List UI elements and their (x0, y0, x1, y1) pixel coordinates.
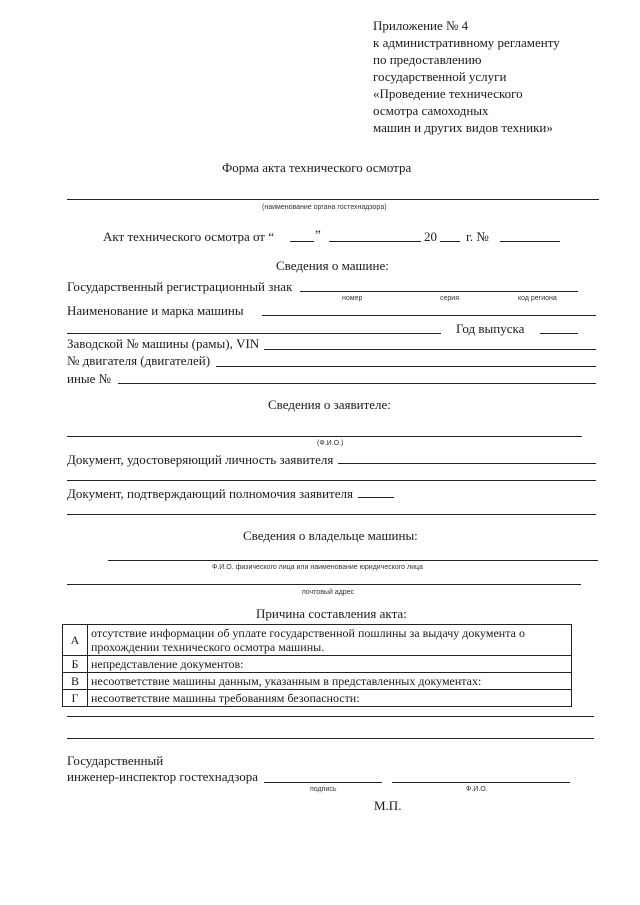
name-brand-label: Наименование и марка машины (67, 303, 244, 318)
reason-text-line: отсутствие информации об уплате государственной пошлины за выдачу документа о (91, 626, 525, 640)
owner-address-field[interactable] (67, 584, 581, 585)
act-year-field[interactable] (440, 241, 460, 242)
reg-number-caption: номер (342, 295, 363, 302)
reason-text-line: несоответствие машины данным, указанным в представленных документах: (91, 674, 482, 688)
reg-sign-field[interactable] (300, 291, 578, 292)
reg-sign-label: Государственный регистрационный знак (67, 279, 293, 294)
appendix-line: по предоставлению (373, 52, 482, 67)
reason-text (88, 656, 572, 673)
other-field[interactable] (118, 383, 596, 384)
applicant-heading: Сведения о заявителе: (268, 397, 391, 412)
act-line (103, 228, 274, 245)
applicant-fio-caption: (Ф.И.О.) (317, 440, 344, 447)
owner-name-field[interactable] (108, 560, 598, 561)
reason-detail-line[interactable] (67, 738, 594, 739)
inspector-title-2: инженер-инспектор гостехнадзора (67, 769, 259, 784)
signature-field[interactable] (264, 782, 382, 783)
owner-name-caption: Ф.И.О. физического лица или наименование юридического лица (212, 564, 423, 571)
reasons-table (62, 624, 572, 707)
form-title: Форма акта технического осмотра (222, 160, 412, 175)
vin-field[interactable] (264, 349, 596, 350)
act-year-suffix: г. № (466, 229, 489, 244)
reason-text (88, 690, 572, 707)
engine-label: № двигателя (двигателей) (67, 353, 211, 368)
id-doc-field[interactable] (338, 463, 596, 464)
act-year-prefix: 20 (424, 229, 437, 244)
reason-letter: Б (63, 656, 88, 673)
appendix-block (373, 17, 560, 136)
name-brand-field[interactable] (262, 315, 596, 316)
appendix-line: к административному регламенту (373, 35, 560, 50)
reasons-heading: Причина составления акта: (256, 606, 407, 621)
year-field[interactable] (540, 333, 578, 334)
appendix-line: «Проведение технического (373, 86, 523, 101)
name-brand-field-2[interactable] (67, 333, 441, 334)
applicant-fio-field[interactable] (67, 436, 582, 437)
reason-text-line: непредставление документов: (91, 657, 244, 671)
id-doc-label: Документ, удостоверяющий личность заявителя (67, 452, 334, 467)
reason-text-line: прохождении технического осмотра машины. (91, 640, 325, 654)
owner-address-caption: почтовый адрес (302, 589, 355, 596)
appendix-line: Приложение № 4 (373, 18, 469, 33)
inspector-title-1: Государственный (67, 753, 164, 768)
signature-fio-field[interactable] (392, 782, 570, 783)
org-line[interactable] (67, 199, 599, 200)
reason-row (63, 673, 572, 690)
appendix-line: осмотра самоходных (373, 103, 489, 118)
reason-letter: Г (63, 690, 88, 707)
signature-fio-caption: Ф.И.О. (466, 786, 488, 793)
reason-text-line: несоответствие машины требованиям безопасности: (91, 691, 360, 705)
reason-row (63, 625, 572, 656)
signature-caption: подпись (310, 786, 337, 793)
id-doc-field-2[interactable] (67, 480, 596, 481)
org-caption: (наименование органа гостехнадзора) (262, 204, 387, 211)
machine-heading: Сведения о машине: (276, 258, 389, 273)
vin-label: Заводской № машины (рамы), VIN (67, 336, 260, 351)
stamp-label: М.П. (374, 798, 402, 813)
act-month-field[interactable] (329, 241, 421, 242)
act-number-field[interactable] (500, 241, 560, 242)
owner-heading: Сведения о владельце машины: (243, 528, 418, 543)
reason-detail-line[interactable] (67, 716, 594, 717)
reason-letter: В (63, 673, 88, 690)
power-doc-field-2[interactable] (67, 514, 596, 515)
reg-series-caption: серия (440, 295, 459, 302)
act-day-field[interactable] (290, 241, 314, 242)
reason-row (63, 656, 572, 673)
act-prefix: Акт технического осмотра от “ (103, 229, 275, 244)
act-quote-close: ” (315, 227, 321, 242)
reason-letter: А (63, 625, 88, 656)
reason-text (88, 673, 572, 690)
power-doc-field[interactable] (358, 497, 394, 498)
appendix-line: машин и других видов техники» (373, 120, 553, 135)
appendix-line: государственной услуги (373, 69, 507, 84)
engine-field[interactable] (216, 366, 596, 367)
reg-region-caption: код региона (518, 295, 557, 302)
reason-text (88, 625, 572, 656)
year-label: Год выпуска (456, 321, 525, 336)
reason-row (63, 690, 572, 707)
other-label: иные № (67, 371, 112, 386)
power-doc-label: Документ, подтверждающий полномочия заявителя (67, 486, 353, 501)
